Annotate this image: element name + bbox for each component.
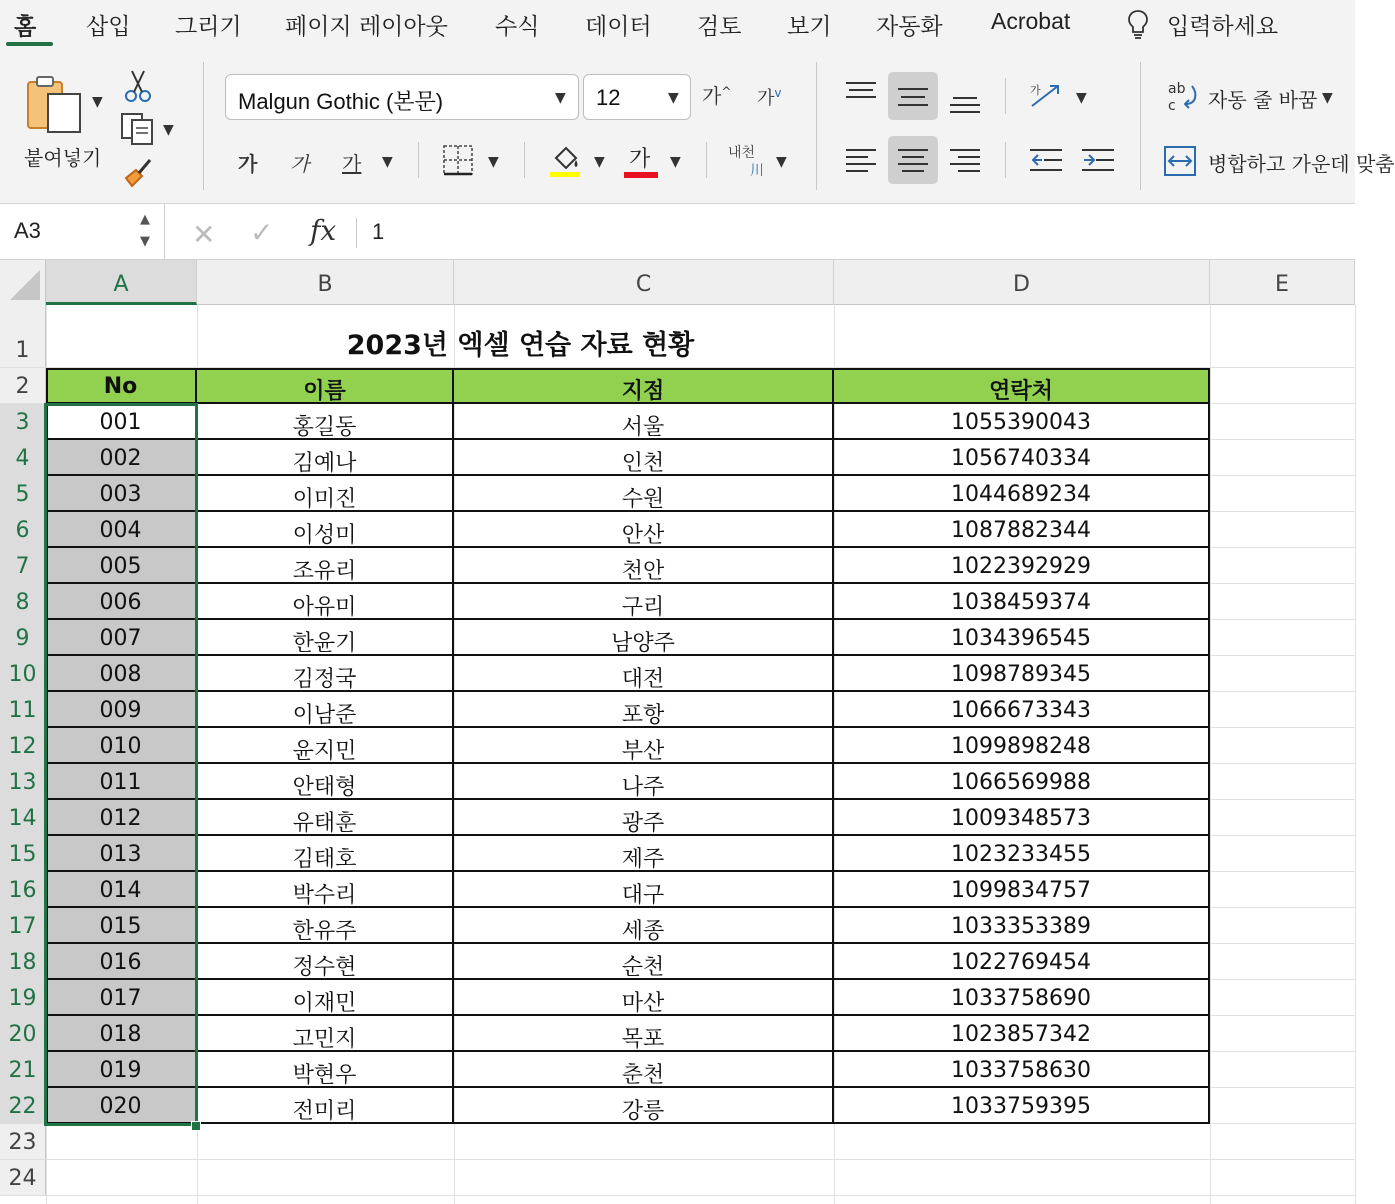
name-box-up-icon[interactable]: ▲ — [140, 212, 150, 227]
font-color-swatch — [624, 172, 658, 178]
table-cell[interactable]: 1066673343 — [834, 692, 1210, 728]
table-header-cell[interactable]: No — [46, 368, 197, 404]
tab-draw[interactable]: 그리기 — [175, 14, 242, 40]
table-cell[interactable]: 015 — [46, 908, 197, 944]
row-header-5[interactable]: 5 — [0, 476, 46, 512]
table-cell[interactable]: 김정국 — [197, 656, 454, 692]
table-cell[interactable]: 007 — [46, 620, 197, 656]
row-header-4[interactable]: 4 — [0, 440, 46, 476]
font-name-chevron-down-icon[interactable]: ▼ — [555, 90, 566, 106]
enter-icon[interactable]: ✓ — [250, 216, 274, 249]
row-header-6[interactable]: 6 — [0, 512, 46, 548]
table-cell[interactable]: 구리 — [454, 584, 834, 620]
table-cell[interactable]: 김태호 — [197, 836, 454, 872]
table-cell[interactable]: 005 — [46, 548, 197, 584]
font-name-select[interactable] — [225, 74, 579, 120]
gridline-horizontal — [46, 1159, 1355, 1160]
italic-button[interactable]: 가 — [290, 152, 310, 176]
table-cell[interactable]: 1022392929 — [834, 548, 1210, 584]
table-cell[interactable]: 002 — [46, 440, 197, 476]
table-cell[interactable]: 1033353389 — [834, 908, 1210, 944]
tell-me-search[interactable]: 입력하세요 — [1167, 14, 1279, 40]
table-cell[interactable]: 006 — [46, 584, 197, 620]
table-cell[interactable]: 1034396545 — [834, 620, 1210, 656]
row-header-24[interactable]: 24 — [0, 1160, 46, 1196]
table-cell[interactable]: 014 — [46, 872, 197, 908]
font-color-chevron-down-icon[interactable]: ▼ — [670, 154, 681, 170]
divider — [524, 142, 525, 178]
table-cell[interactable]: 016 — [46, 944, 197, 980]
table-cell[interactable]: 한윤기 — [197, 620, 454, 656]
row-header-16[interactable]: 16 — [0, 872, 46, 908]
align-bottom-icon[interactable] — [950, 90, 980, 116]
merge-center-icon[interactable] — [1164, 146, 1196, 176]
table-cell[interactable]: 마산 — [454, 980, 834, 1016]
table-cell[interactable]: 김예나 — [197, 440, 454, 476]
paste-chevron-down-icon[interactable]: ▼ — [92, 94, 103, 110]
svg-text:c: c — [1168, 98, 1176, 114]
divider — [418, 142, 419, 178]
table-cell[interactable]: 박현우 — [197, 1052, 454, 1088]
wrap-text-chevron-down-icon[interactable]: ▼ — [1322, 90, 1333, 106]
fill-color-chevron-down-icon[interactable]: ▼ — [594, 154, 605, 170]
table-cell[interactable]: 1087882344 — [834, 512, 1210, 548]
column-header-c[interactable]: C — [454, 260, 834, 305]
table-cell[interactable]: 1038459374 — [834, 584, 1210, 620]
table-cell[interactable]: 020 — [46, 1088, 197, 1124]
shrink-font-button[interactable]: 가$^v$ — [757, 86, 782, 109]
row-header-8[interactable]: 8 — [0, 584, 46, 620]
column-header-e[interactable]: E — [1210, 260, 1355, 305]
row-header-11[interactable]: 11 — [0, 692, 46, 728]
table-cell[interactable]: 이남준 — [197, 692, 454, 728]
phonetic-mark-icon: 川 — [750, 163, 764, 179]
worksheet-grid — [0, 260, 1355, 1204]
table-cell[interactable]: 서울 — [454, 404, 834, 440]
borders-chevron-down-icon[interactable]: ▼ — [488, 154, 499, 170]
tab-acrobat[interactable]: Acrobat — [991, 8, 1071, 34]
table-cell[interactable]: 수원 — [454, 476, 834, 512]
row-header-21[interactable]: 21 — [0, 1052, 46, 1088]
grow-font-button[interactable]: 가^ — [702, 84, 732, 108]
table-cell[interactable]: 008 — [46, 656, 197, 692]
align-right-icon[interactable] — [950, 146, 980, 174]
increase-indent-icon[interactable] — [1082, 146, 1114, 174]
selection-border — [44, 403, 198, 1126]
table-cell[interactable]: 아유미 — [197, 584, 454, 620]
divider — [203, 62, 204, 190]
table-cell[interactable]: 1009348573 — [834, 800, 1210, 836]
column-header-b[interactable]: B — [197, 260, 454, 305]
tab-data[interactable]: 데이터 — [585, 14, 652, 40]
table-cell[interactable]: 001 — [46, 404, 197, 440]
svg-text:ab: ab — [1168, 81, 1186, 97]
table-cell[interactable]: 1022769454 — [834, 944, 1210, 980]
table-header-cell[interactable]: 연락처 — [834, 368, 1210, 404]
divider — [1005, 78, 1006, 114]
table-cell[interactable]: 순천 — [454, 944, 834, 980]
select-all-corner[interactable] — [0, 260, 46, 305]
tab-page-layout[interactable]: 페이지 레이아웃 — [285, 14, 448, 40]
wrap-text-icon[interactable] — [1166, 80, 1198, 114]
phonetic-chevron-down-icon[interactable]: ▼ — [776, 154, 787, 170]
underline-button[interactable]: 가 — [342, 152, 362, 176]
table-cell[interactable]: 정수현 — [197, 944, 454, 980]
tab-review[interactable]: 검토 — [697, 14, 742, 40]
tab-insert[interactable]: 삽입 — [86, 14, 131, 40]
row-header-12[interactable]: 12 — [0, 728, 46, 764]
table-cell[interactable]: 전미리 — [197, 1088, 454, 1124]
row-header-20[interactable]: 20 — [0, 1016, 46, 1052]
table-cell[interactable]: 018 — [46, 1016, 197, 1052]
active-tab-indicator — [6, 42, 53, 46]
table-cell[interactable]: 1099834757 — [834, 872, 1210, 908]
table-cell[interactable]: 012 — [46, 800, 197, 836]
insert-function-icon[interactable]: fx — [310, 214, 337, 247]
table-cell[interactable]: 1033758630 — [834, 1052, 1210, 1088]
table-cell[interactable]: 1055390043 — [834, 404, 1210, 440]
table-cell[interactable]: 011 — [46, 764, 197, 800]
table-cell[interactable]: 유태훈 — [197, 800, 454, 836]
table-cell[interactable]: 1033759395 — [834, 1088, 1210, 1124]
table-cell[interactable]: 1098789345 — [834, 656, 1210, 692]
copy-icon[interactable] — [120, 112, 156, 146]
bold-button[interactable]: 가 — [238, 152, 258, 176]
tab-automate[interactable]: 자동화 — [876, 14, 943, 40]
align-top-icon[interactable] — [846, 80, 876, 106]
merge-center-button[interactable]: 병합하고 가운데 맞춤 — [1208, 152, 1395, 176]
paste-label[interactable]: 붙여넣기 — [24, 146, 102, 170]
align-middle-button[interactable] — [888, 72, 938, 120]
table-cell[interactable]: 1033758690 — [834, 980, 1210, 1016]
font-name-value: Malgun Gothic (본문) — [238, 89, 444, 114]
table-cell[interactable]: 포항 — [454, 692, 834, 728]
table-cell[interactable]: 한유주 — [197, 908, 454, 944]
table-cell[interactable]: 대전 — [454, 656, 834, 692]
decrease-indent-icon[interactable] — [1030, 146, 1062, 174]
align-center-button[interactable] — [888, 136, 938, 184]
table-cell[interactable]: 홍길동 — [197, 404, 454, 440]
table-header-cell[interactable]: 지점 — [454, 368, 834, 404]
ribbon-tab-bar — [0, 0, 1355, 50]
tab-formulas[interactable]: 수식 — [495, 14, 540, 40]
table-cell[interactable]: 019 — [46, 1052, 197, 1088]
table-cell[interactable]: 윤지민 — [197, 728, 454, 764]
phonetic-guide-button[interactable]: 내천 — [728, 145, 756, 161]
table-cell[interactable]: 이미진 — [197, 476, 454, 512]
font-size-value: 12 — [596, 85, 621, 110]
table-cell[interactable]: 1066569988 — [834, 764, 1210, 800]
table-cell[interactable]: 조유리 — [197, 548, 454, 584]
table-cell[interactable]: 광주 — [454, 800, 834, 836]
gridline-vertical — [1355, 305, 1356, 1204]
lightbulb-icon[interactable] — [1124, 8, 1152, 40]
row-header-13[interactable]: 13 — [0, 764, 46, 800]
table-cell[interactable]: 안산 — [454, 512, 834, 548]
row-header-23[interactable]: 23 — [0, 1124, 46, 1160]
divider — [356, 218, 357, 248]
table-cell[interactable]: 1023857342 — [834, 1016, 1210, 1052]
wrap-text-button[interactable]: 자동 줄 바꿈 — [1208, 88, 1318, 112]
font-color-glyph: 가 — [629, 147, 651, 172]
divider — [1005, 142, 1006, 178]
table-cell[interactable]: 제주 — [454, 836, 834, 872]
column-header-a[interactable]: A — [46, 260, 197, 305]
row-header-17[interactable]: 17 — [0, 908, 46, 944]
row-header-19[interactable]: 19 — [0, 980, 46, 1016]
table-cell[interactable]: 강릉 — [454, 1088, 834, 1124]
fill-handle[interactable] — [191, 1121, 201, 1131]
divider — [1140, 62, 1141, 190]
table-cell[interactable]: 010 — [46, 728, 197, 764]
svg-text:가: 가 — [1030, 84, 1041, 97]
font-size-chevron-down-icon[interactable]: ▼ — [668, 90, 679, 106]
table-cell[interactable]: 춘천 — [454, 1052, 834, 1088]
table-cell[interactable]: 박수리 — [197, 872, 454, 908]
column-header-d[interactable]: D — [834, 260, 1210, 305]
divider — [706, 142, 707, 178]
borders-icon[interactable] — [442, 144, 474, 176]
table-cell[interactable]: 대구 — [454, 872, 834, 908]
ribbon-home — [0, 50, 1395, 204]
table-cell[interactable]: 인천 — [454, 440, 834, 476]
table-cell[interactable]: 나주 — [454, 764, 834, 800]
table-cell[interactable]: 009 — [46, 692, 197, 728]
row-header-15[interactable]: 15 — [0, 836, 46, 872]
align-left-icon[interactable] — [846, 146, 876, 174]
table-cell[interactable]: 1056740334 — [834, 440, 1210, 476]
divider — [816, 62, 817, 190]
name-box[interactable] — [0, 204, 165, 260]
table-cell[interactable]: 1044689234 — [834, 476, 1210, 512]
row-header-10[interactable]: 10 — [0, 656, 46, 692]
row-header-14[interactable]: 14 — [0, 800, 46, 836]
table-cell[interactable]: 003 — [46, 476, 197, 512]
table-cell[interactable]: 고민지 — [197, 1016, 454, 1052]
orientation-icon[interactable] — [1028, 80, 1064, 112]
row-header-2[interactable]: 2 — [0, 368, 46, 404]
column-header-row — [0, 260, 1355, 305]
table-cell[interactable]: 목포 — [454, 1016, 834, 1052]
table-cell[interactable]: 세종 — [454, 908, 834, 944]
cancel-icon[interactable]: ✕ — [192, 218, 216, 251]
paste-icon[interactable] — [24, 74, 86, 136]
table-cell[interactable]: 남양주 — [454, 620, 834, 656]
table-cell[interactable]: 017 — [46, 980, 197, 1016]
copy-chevron-down-icon[interactable]: ▼ — [163, 122, 174, 138]
table-cell[interactable]: 1099898248 — [834, 728, 1210, 764]
table-cell[interactable]: 부산 — [454, 728, 834, 764]
row-header-22[interactable]: 22 — [0, 1088, 46, 1124]
formula-bar — [0, 204, 1355, 260]
fill-color-icon[interactable] — [548, 142, 582, 178]
tab-home[interactable]: 홈 — [14, 14, 37, 40]
format-painter-icon[interactable] — [120, 154, 156, 190]
name-box-down-icon[interactable]: ▼ — [140, 234, 150, 249]
name-box-value: A3 — [14, 218, 41, 243]
formula-input[interactable]: 1 — [372, 219, 385, 244]
font-color-icon[interactable] — [624, 142, 658, 180]
tab-view[interactable]: 보기 — [787, 14, 832, 40]
table-cell[interactable]: 1023233455 — [834, 836, 1210, 872]
sheet-title[interactable]: 2023년 엑셀 연습 자료 현황 — [346, 330, 695, 361]
row-header-18[interactable]: 18 — [0, 944, 46, 980]
table-cell[interactable]: 안태형 — [197, 764, 454, 800]
row-header-7[interactable]: 7 — [0, 548, 46, 584]
table-header-cell[interactable]: 이름 — [197, 368, 454, 404]
orientation-chevron-down-icon[interactable]: ▼ — [1076, 90, 1087, 106]
underline-chevron-down-icon[interactable]: ▼ — [382, 154, 393, 170]
row-header-3[interactable]: 3 — [0, 404, 46, 440]
row-header-1[interactable]: 1 — [0, 305, 46, 368]
table-cell[interactable]: 이재민 — [197, 980, 454, 1016]
gridline-horizontal — [46, 1195, 1355, 1196]
table-cell[interactable]: 천안 — [454, 548, 834, 584]
table-cell[interactable]: 이성미 — [197, 512, 454, 548]
row-header-9[interactable]: 9 — [0, 620, 46, 656]
table-cell[interactable]: 004 — [46, 512, 197, 548]
cut-icon[interactable] — [124, 68, 152, 104]
table-cell[interactable]: 013 — [46, 836, 197, 872]
